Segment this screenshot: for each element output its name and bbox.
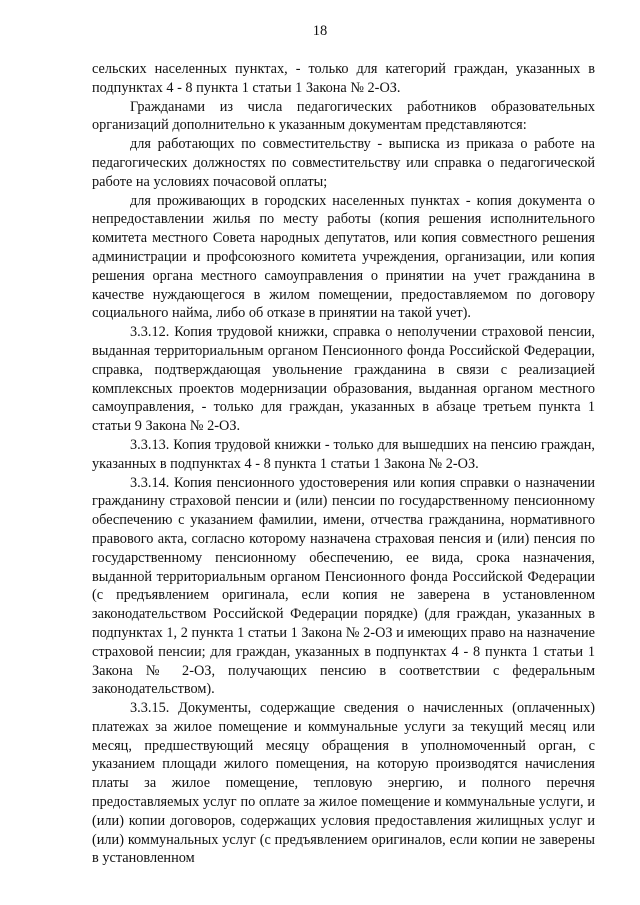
page-number: 18 xyxy=(312,23,328,39)
paragraph-part-time: для работающих по совместительству - выписка из приказа о работе на педагогических должностях по совместительству или справка о педагогической работе на условиях почасовой оплаты; xyxy=(92,136,595,190)
document-body xyxy=(92,60,595,868)
paragraph-continuation: сельских населенных пунктах, - только для категорий граждан, указанных в подпунктах 4 - 8 пункта 1 статьи 1 Закона № 2-ОЗ. xyxy=(92,61,595,96)
paragraph-3-3-12: 3.3.12. Копия трудовой книжки, справка о неполучении страховой пенсии, выданная территориальным органом Пенсионного фонда Российской Федерации, справка, подтверждающая увольнение гражданина в связи с реализацией комплексных проектов модернизации образования, выданная органом местного самоуправления, - только для граждан, указанных в абзаце третьем пункта 1 статьи 9 Закона № 2-ОЗ. xyxy=(92,324,595,435)
paragraph-3-3-13: 3.3.13. Копия трудовой книжки - только для вышедших на пенсию граждан, указанных в подпунктах 4 - 8 пункта 1 статьи 1 Закона № 2-ОЗ. xyxy=(92,436,595,472)
paragraph-urban-residents: для проживающих в городских населенных пунктах - копия документа о непредоставлении жилья по месту работы (копия решения исполнительного комитета местного Совета народных депутатов, или копия совместного решения администрации и профсоюзного комитета учреждения, организации, или копия решения органа местного самоуправления о принятии на учет гражданина в качестве нуждающегося в жилом помещении, предоставляемом по договору социального найма, либо об отказе в принятии на такой учет). xyxy=(92,192,595,322)
paragraph-3-3-14: 3.3.14. Копия пенсионного удостоверения или копия справки о назначении гражданину страховой пенсии и (или) пенсии по государственному пенсионному обеспечению с указанием фамилии, имени, отчества гражданина, нормативного правового акта, согласно которому назначена страховая пенсия и (или) пенсия по государственному пенсионному обеспечению, ее вида, срока назначения, выданной территориальным органом Пенсионного фонда Российской Федерации (с предъявлением оригинала, если копия не заверена в установленном законодательством Российской Федерации порядке) (для граждан, указанных в подпунктах 1, 2 пункта 1 статьи 1 Закона № 2-ОЗ и имеющих право на назначение страховой пенсии; для граждан, указанных в подпунктах 4 - 8 пункта 1 статьи 1 Закона № 2-ОЗ, получающих пенсию в соответствии с федеральным законодательством). xyxy=(92,474,595,698)
paragraph-3-3-15: 3.3.15. Документы, содержащие сведения о начисленных (оплаченных) платежах за жилое помещение и коммунальные услуги за текущий месяц или месяц, предшествующий месяцу обращения в уполномоченный орган, с указанием площади жилого помещения, на которую производятся начисления платы за жилое помещение, тепловую энергию, и полного перечня предоставляемых услуг по оплате за жилое помещение и коммунальные услуги, и (или) копии договоров, содержащих условия предоставления жилищных услуг и (или) коммунальных услуг (с предъявлением оригиналов, если копии не заверены в установленном xyxy=(92,700,595,867)
paragraph-pedagogical-workers: Гражданами из числа педагогических работников образовательных организаций дополнительно к указанным документам представляются: xyxy=(92,98,595,134)
